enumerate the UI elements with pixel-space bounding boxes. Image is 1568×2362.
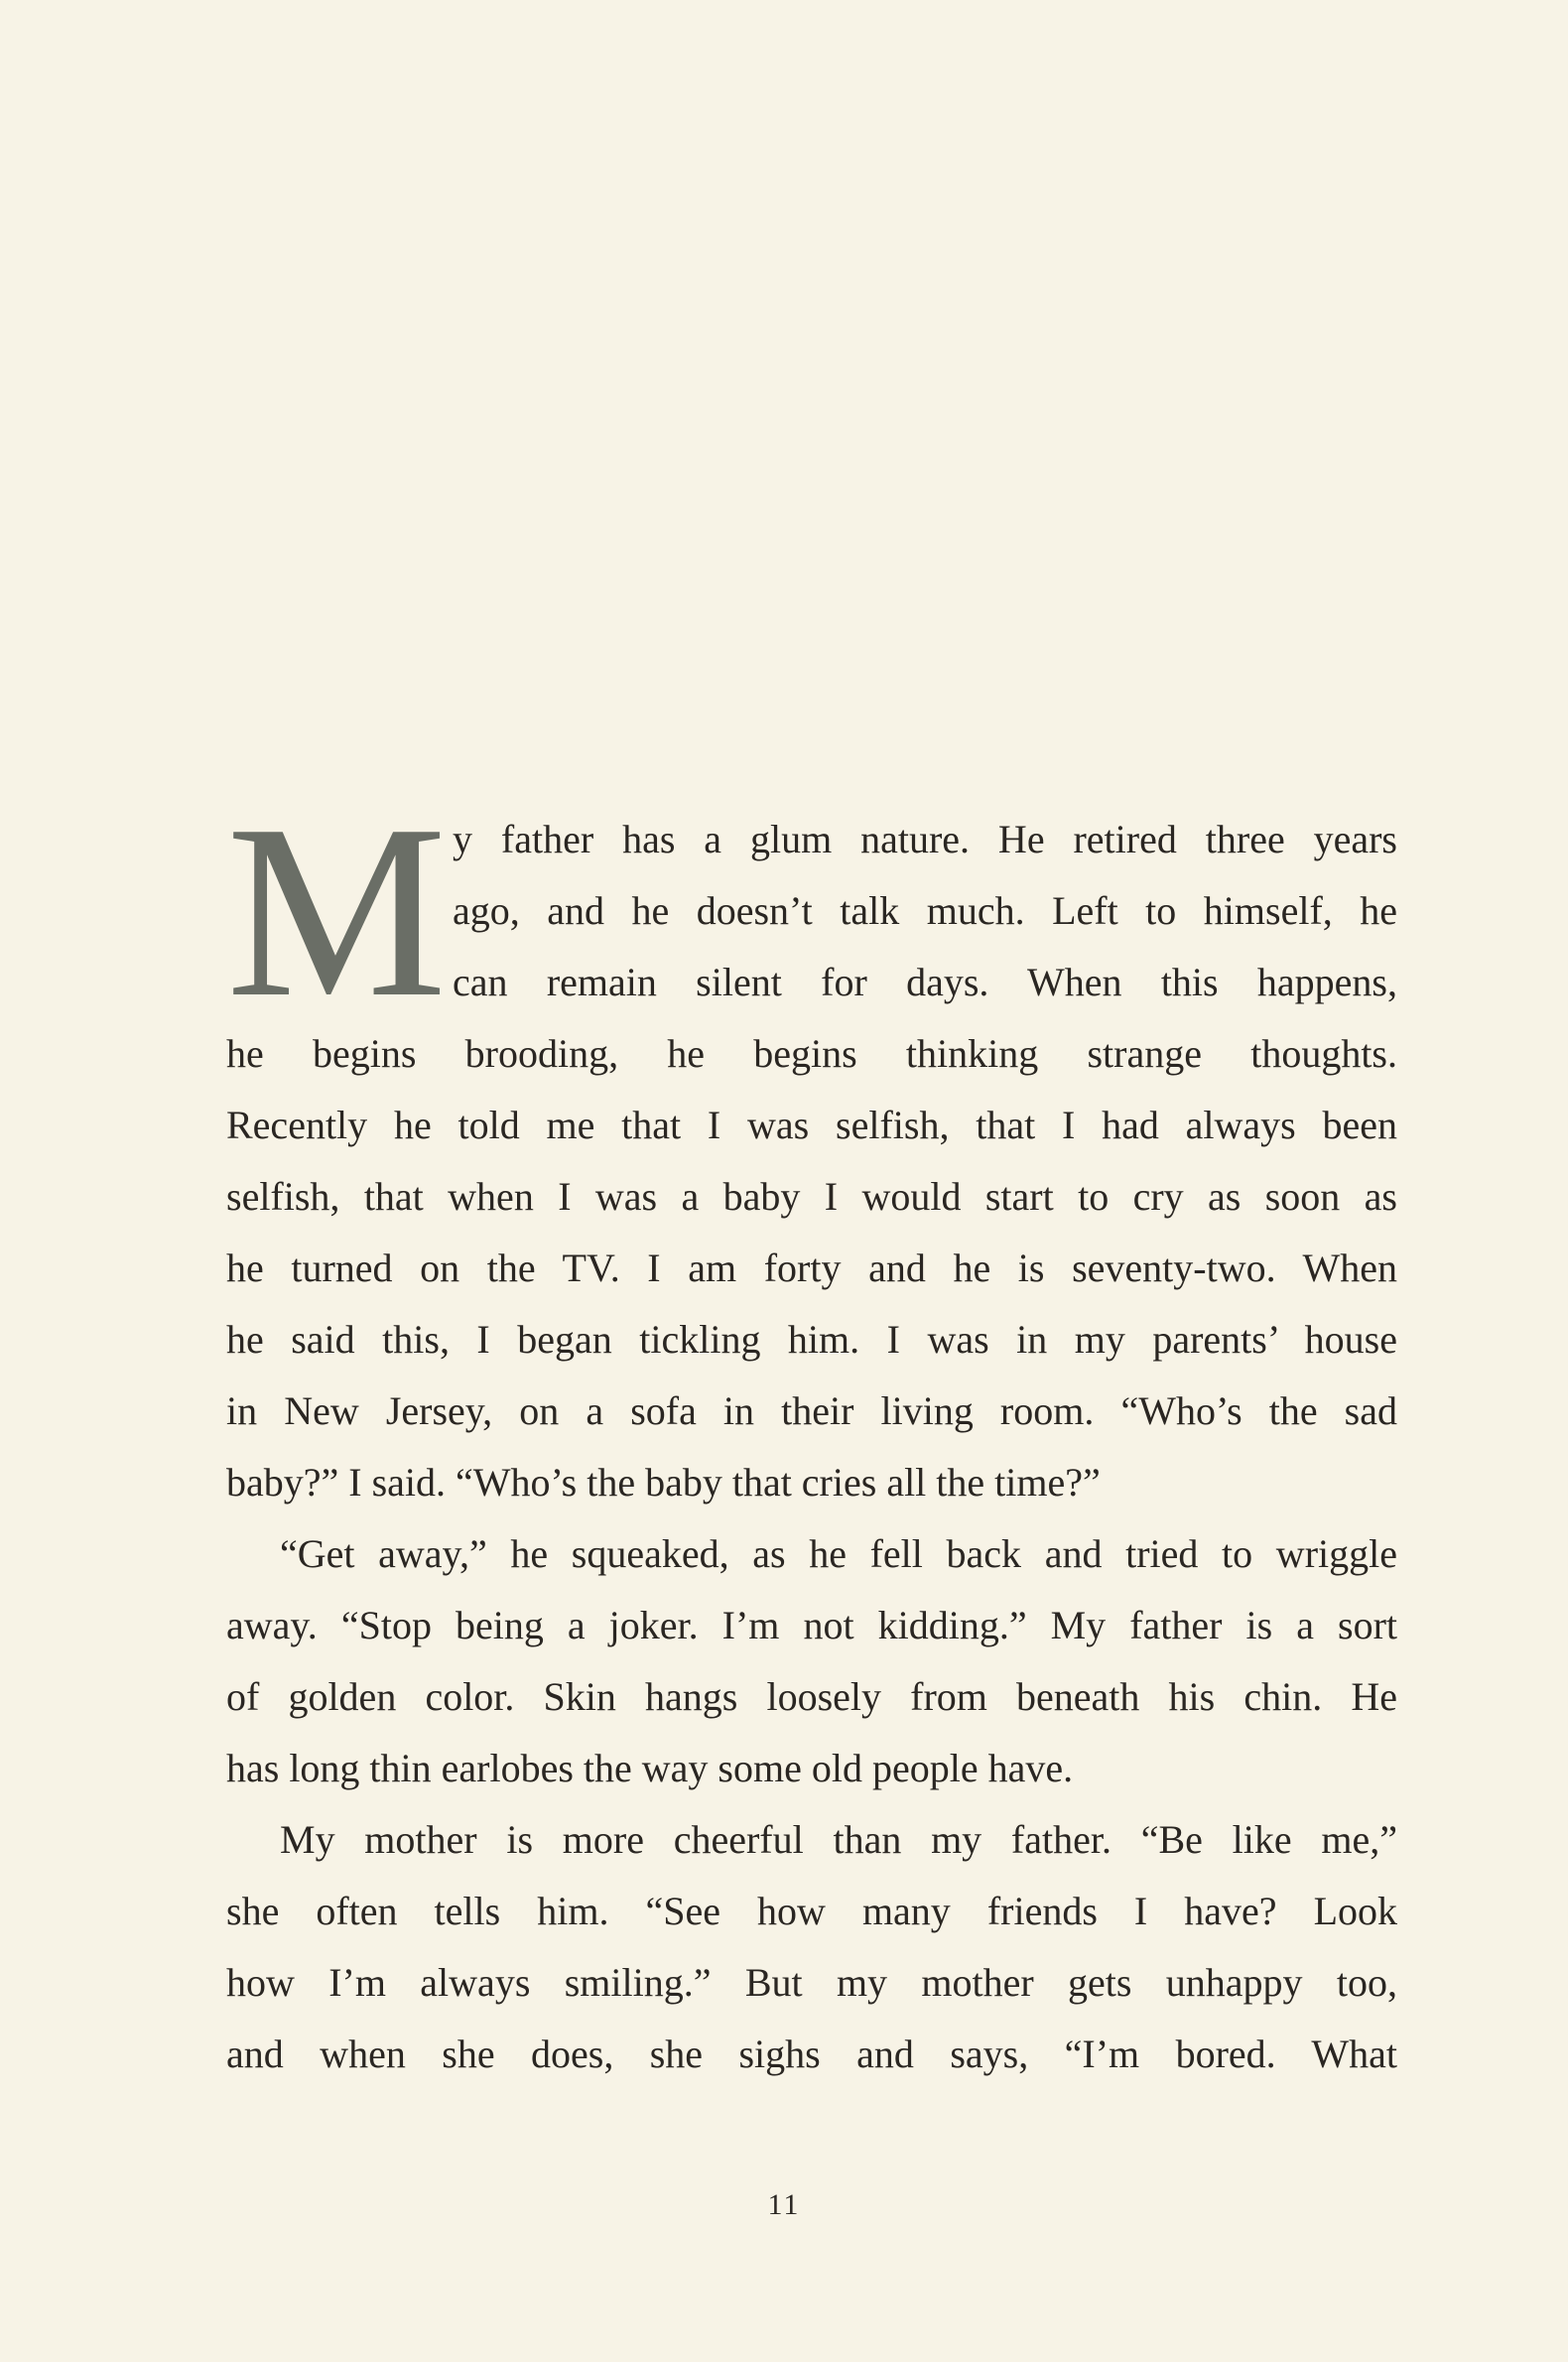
- text-line: how I’m always smiling.” But my mother gets unhappy too,: [226, 1960, 1397, 2005]
- text-line: ago, and he doesn’t talk much. Left to himself, he: [453, 888, 1397, 933]
- drop-cap: M: [226, 774, 448, 1049]
- drop-cap-lines: [453, 804, 1397, 1018]
- text-line: y father has a glum nature. He retired three years: [453, 817, 1397, 861]
- text-line: he said this, I began tickling him. I was in my parents’ house: [226, 1317, 1397, 1362]
- text-line: he turned on the TV. I am forty and he is seventy-two. When: [226, 1246, 1397, 1290]
- text-line: has long thin earlobes the way some old people have.: [226, 1746, 1074, 1790]
- text-line: she often tells him. “See how many friends I have? Look: [226, 1889, 1397, 1933]
- text-line: “Get away,” he squeaked, as he fell back and tried to wriggle: [280, 1531, 1397, 1576]
- text-line: away. “Stop being a joker. I’m not kidding.” My father is a sort: [226, 1603, 1397, 1647]
- page-number: 11: [767, 2188, 801, 2221]
- text-line: he begins brooding, he begins thinking strange thoughts.: [226, 1031, 1397, 1076]
- paragraph-2: [226, 1518, 1397, 1804]
- text-line: baby?” I said. “Who’s the baby that cries all the time?”: [226, 1460, 1101, 1505]
- text-line: selfish, that when I was a baby I would start to cry as soon as: [226, 1174, 1397, 1219]
- paragraph-3: [226, 1804, 1397, 2090]
- text-line: and when she does, she sighs and says, “I’m bored. What: [226, 2032, 1397, 2076]
- text-line: Recently he told me that I was selfish, that I had always been: [226, 1103, 1397, 1147]
- text-line: in New Jersey, on a sofa in their living room. “Who’s the sad: [226, 1388, 1397, 1433]
- drop-cap-container: [226, 774, 448, 1049]
- text-line: My mother is more cheerful than my father. “Be like me,”: [280, 1817, 1397, 1862]
- paragraph-1: [226, 1018, 1397, 1518]
- text-line: can remain silent for days. When this happens,: [453, 960, 1397, 1004]
- text-line: of golden color. Skin hangs loosely from beneath his chin. He: [226, 1674, 1397, 1719]
